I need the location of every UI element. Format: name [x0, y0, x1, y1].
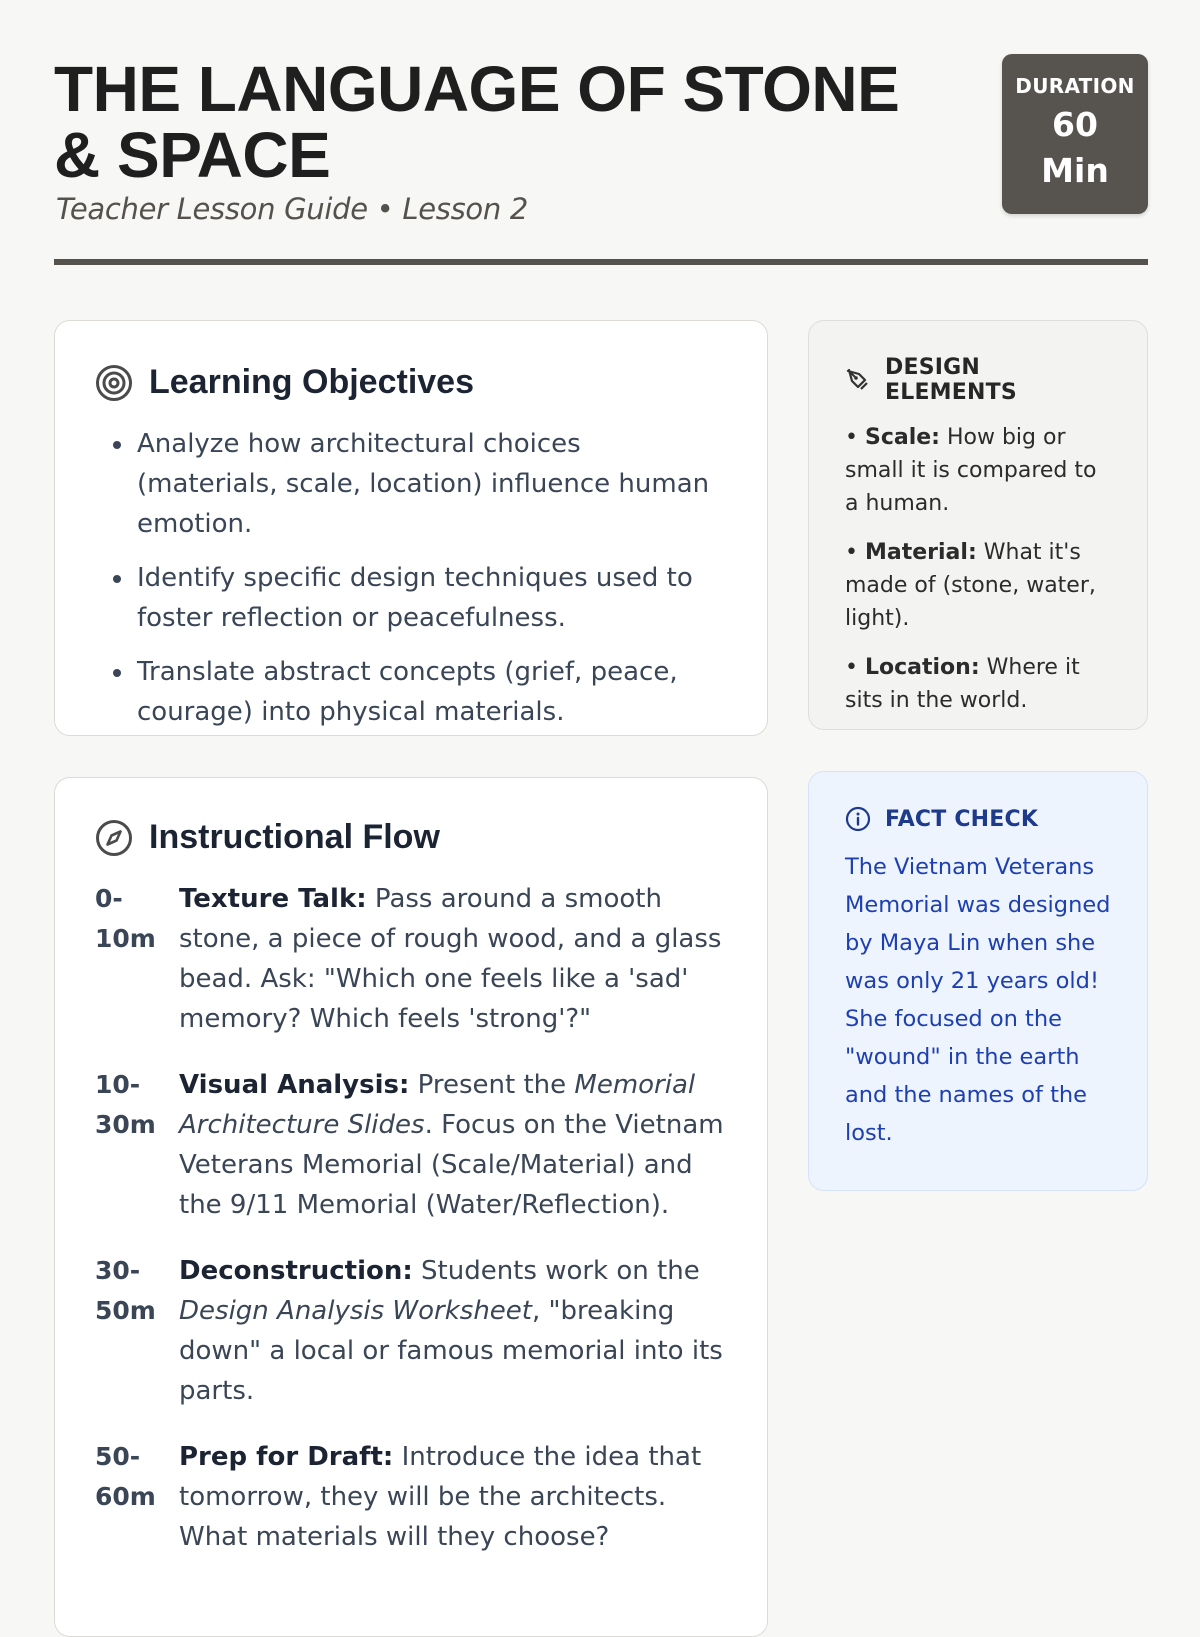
flow-time: 30- 50m	[95, 1256, 156, 1325]
flow-time: 50- 60m	[95, 1442, 156, 1511]
page-title: THE LANGUAGE OF STONE & SPACE	[54, 53, 900, 191]
header	[54, 52, 1148, 266]
learning-objectives-heading	[95, 363, 727, 402]
objective-item: • Translate abstract concepts (grief, peace, courage) into physical materials.	[135, 652, 727, 732]
duration-label: DURATION	[1015, 74, 1135, 98]
learning-objectives-title: Learning Objectives	[149, 363, 474, 401]
instructional-flow-card	[54, 777, 768, 1637]
duration-number: 60	[1052, 105, 1098, 144]
flow-step	[95, 1437, 727, 1557]
design-elements-panel	[808, 320, 1148, 730]
design-elements-title: DESIGN ELEMENTS	[885, 355, 1017, 405]
pen-tool-icon	[845, 367, 871, 393]
fact-check-text: The Vietnam Veterans Memorial was designed by Maya Lin when she was only 21 years old! She focused on the "wound" in the earth and the names of the lost.	[845, 854, 1111, 1146]
design-element-item: • Location: Where it sits in the world.	[845, 655, 1080, 713]
objective-item: • Identify specific design techniques used to foster reflection or peacefulness.	[135, 558, 727, 638]
target-icon	[95, 364, 133, 402]
flow-step	[95, 1065, 727, 1225]
info-icon	[845, 806, 871, 832]
flow-description: Texture Talk: Pass around a smooth stone, a piece of rough wood, and a glass bead. Ask: "Which one feels like a 'sad' memory? Which feels 'strong'?"	[179, 884, 722, 1034]
flow-description: Deconstruction: Students work on the Design Analysis Worksheet, "breaking down" a local or famous memorial into its parts.	[179, 1256, 723, 1406]
objectives-list	[95, 424, 727, 732]
instructional-flow-heading	[95, 818, 727, 857]
header-divider	[54, 259, 1148, 265]
flow-description: Visual Analysis: Present the Memorial Architecture Slides. Focus on the Vietnam Veterans Memorial (Scale/Material) and the 9/11 Memorial (Water/Reflection).	[179, 1070, 724, 1220]
compass-icon	[95, 819, 133, 857]
page-subtitle: Teacher Lesson Guide • Lesson 2	[56, 192, 529, 226]
duration-value	[1002, 102, 1148, 194]
learning-objectives-card	[54, 320, 768, 736]
flow-time: 0- 10m	[95, 884, 156, 953]
objective-item: • Analyze how architectural choices (materials, scale, location) influence human emotion.	[135, 424, 727, 544]
flow-step	[95, 879, 727, 1039]
fact-check-title: FACT CHECK	[885, 806, 1039, 832]
flow-time: 10- 30m	[95, 1070, 156, 1139]
duration-unit: Min	[1041, 151, 1109, 190]
design-element-item: • Scale: How big or small it is compared to a human.	[845, 425, 1097, 516]
fact-check-heading	[845, 806, 1113, 832]
instructional-flow-title: Instructional Flow	[149, 818, 440, 856]
fact-check-panel	[808, 771, 1148, 1191]
duration-badge	[1002, 54, 1148, 214]
design-element-item: • Material: What it's made of (stone, water, light).	[845, 540, 1096, 631]
flow-description: Prep for Draft: Introduce the idea that tomorrow, they will be the architects. What materials will they choose?	[179, 1442, 702, 1552]
design-elements-heading	[845, 355, 1113, 405]
flow-step	[95, 1251, 727, 1411]
